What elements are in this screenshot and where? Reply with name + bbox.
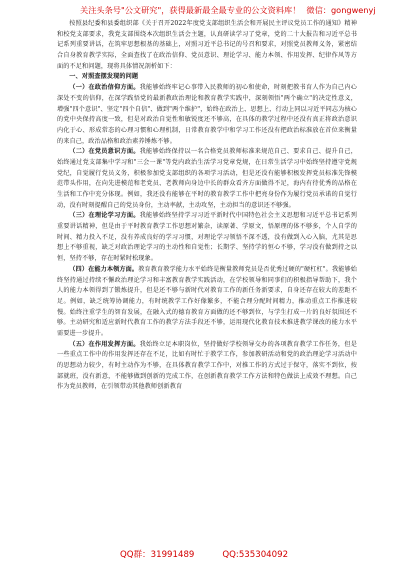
footer-qq-number: QQ:535304092	[222, 550, 289, 560]
body-paragraph	[57, 340, 357, 393]
body-paragraph	[57, 147, 357, 211]
intro-paragraph: 按照县纪委和县委组织部《关于召开2022年度党支部组织生活会和开展民主评议党员工作的通知》精神和校党支部要求，我党支部围绕本次组织生活会主题，认真研读学习了党章，党的二十大报告和习近平总书记系列重要讲话，在筑牢思想根基的基础上，对照习近平总书记的号召和要求，对照党员教师义务，紧密结合自身教育教学实际，全面查找了在政治信仰、党员意识、理论学习、能力本领、作用发挥、纪律作风等方面的不足和问题，现将具体情况剖析如下：	[57, 20, 357, 70]
section-heading: 一、对照查摆发现的问题	[69, 73, 139, 81]
subsection-title: （三）在理论学习方面。	[69, 212, 140, 220]
subsection-title: （四）在能力本领方面。	[69, 265, 139, 273]
contact-footer	[0, 548, 408, 562]
subsection-text: 我始终立足本职岗位，坚持做好学校领导交办的各项教育教学工作任务，但是一些重点工作中的作用发挥还存在不足，比如有时忙于教学工作，参加教研活动和党的政治理论学习活动中的思想动力较少，有时主动作为不够，在具体教育教学工作中，对推工作的方式过于保守，落实不到位，按部就班，没有新意，不能够做到创新的完成工作，在创新教育教学工作方法和特色做法上成效不理想。自己作为党员教师，在引领带动其他教师创新教育	[57, 340, 357, 391]
banner-prefix: 关注头条号"公文研究"，获得最新最全最专业的公文资料库！	[80, 5, 301, 15]
body-paragraph	[57, 83, 357, 147]
banner-wechat: 微信：gongwenyj	[306, 5, 376, 15]
subsection-text: 教育教育教学能力水平始终是衡量教师党员是否优秀过硬的"硬杠杠"。我能够始终坚持通过持续不懈政治理论学习和丰富教育教学实践活动，在学校领导和同事们的积极指导帮助下，我个人的能力本领得到了锻炼提升，但是还不够与新时代对教育工作的新任务新要求，自身还存在较大的差距不足。例如，缺乏统筹协调能力，有时统教学工作好像繁多，不能合理分配时间精力，推动重点工作推进较慢。始终注重学生的智育发展，在融入式的德育教育方面做的还不够到位，与学生打成一片的良好氛围还不够。主动研究和适应新时代教育工作的教学方法手段还不够，运用现代化教育技术推进教学课改的能力水平需要进一步提升。	[57, 265, 357, 337]
body-paragraph	[57, 265, 357, 340]
footer-qq-group: QQ群：31991489	[119, 550, 195, 560]
body-paragraph	[57, 211, 357, 264]
subsection-title: （二）在党员意识方面。	[69, 148, 140, 156]
promo-banner	[80, 3, 376, 17]
subsection-title: （五）在作用发挥方面。	[69, 340, 140, 348]
subsection-text: 我能够始终牢记心事带入民教师的初心和使命，时刻把教书育人作为自己内心深处不变的信仰，在深学践悟党的最新教政治理论和教育教学实践中，深刻领悟"两个确立"的决定性意义，增强"四个意识"、坚定"四个自信"、做到"两个维护"，始终在政治上、思想上、行动上同以习近平同志为核心的党中央保持高度一致，但是对政治自觉性和敏锐度还不够高，在具体的教学过程中还没有真正将政治意识内化于心、形成常态的心理习惯和心理机制，日常教育教学中和学习工作还没有把政治标准放在首位来衡量的来自己，政治品格和政治素养锤炼不够。	[57, 84, 357, 145]
subsection-title: （一）在政治信仰方面。	[69, 84, 140, 92]
subsection-text: 我能够始终坚持学习习近平新时代中国特色社会主义思想和习近平总书记系列重要讲话精神，但是由于平时教育教学工作思想对繁杂，读原著、学原文，悟原理的体不够多，个人自学的时间、精力投入不足，没有养成良好的学习习惯，对理论学习领悟不深不透，没有做到入心入脑，尤其是思想上不够重视，缺乏对政治理论学习的主动性和自觉性；长期学、坚持学的恒心不够，学习没有做到持之以恒，坚持不够，存在时紧时松现象。	[57, 212, 357, 263]
document-body	[57, 19, 357, 541]
subsection-text: 我能够始终保持以一名合格党员教师标准来规范自己、要求自己、提升自己，始终通过党支部集中学习和"三会一课"等党内政治生活学习党章党规，在日常生活学习中始终坚持遵守党规党纪，自觉履行党员义务，积极参加党支部组织的各项学习活动，但是还没有能够积极发挥党员标准先锋模范带头作用，在向先进模范和老党员、老教师向身边中长的群众看齐方面做得不足，海内有待优秀的品格在生活和工作中充分体现。例如，我还没有能够在平时的教育教学工作中把亮身份作为履行党员承诺的自觉行动，没有时刻提醒自己的党员身份，主动率献，主动攻坚，主动担当的意识还不够强。	[57, 148, 357, 209]
